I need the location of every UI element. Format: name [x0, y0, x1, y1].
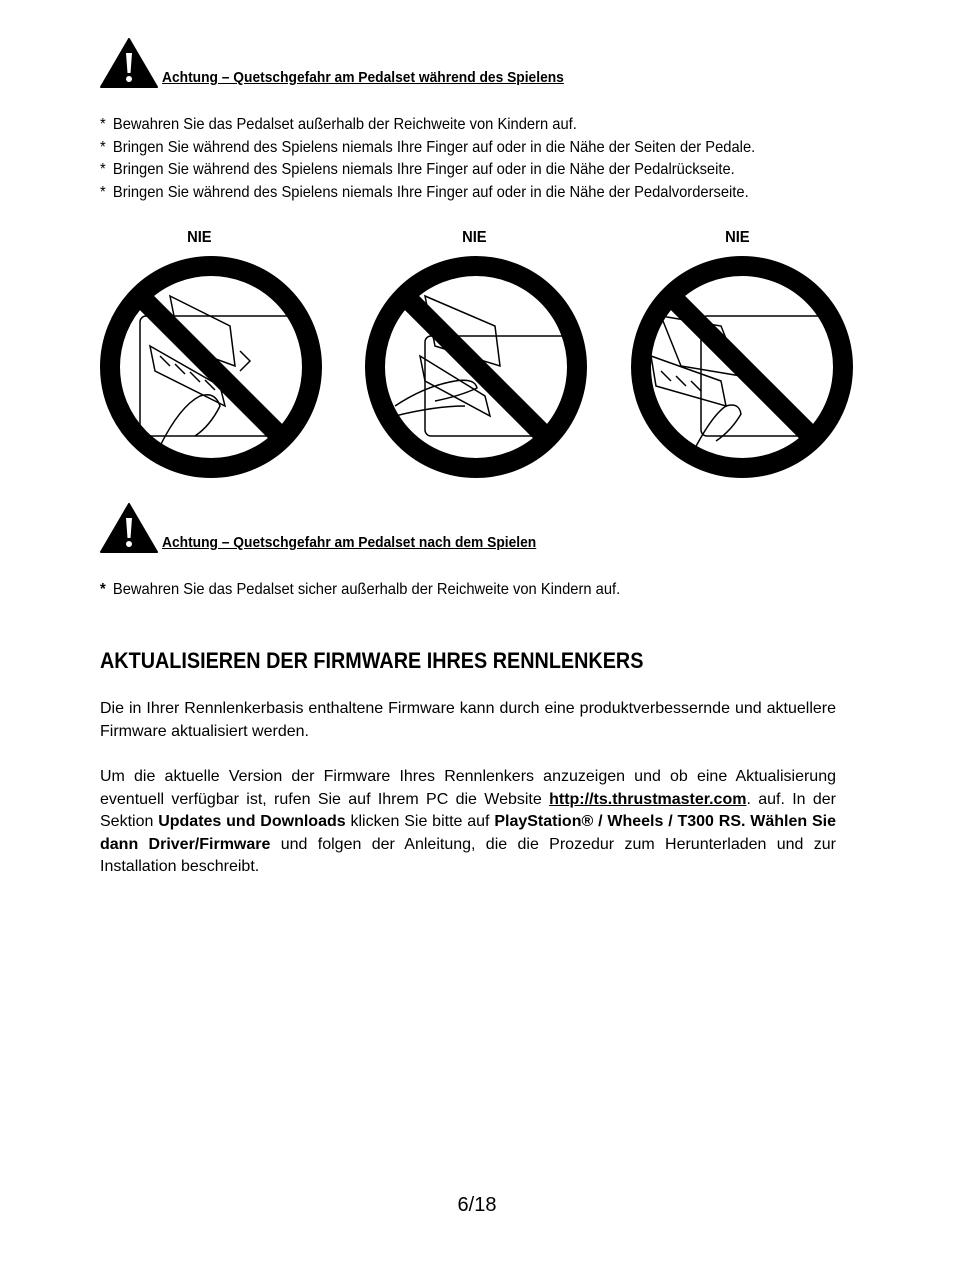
list-item: * Bewahren Sie das Pedalset außerhalb der Reichweite von Kindern auf.	[100, 116, 577, 133]
warning-heading-after-play	[100, 503, 569, 553]
paragraph-firmware-instructions: Um die aktuelle Version der Firmware Ihres Rennlenkers anzuzeigen und ob eine Aktualisierung eventuell verfügbar ist, rufen Sie auf Ihrem PC die Website http://ts.thrustmaster.com. auf. In der Sektion Updates und Downloads klicken Sie bitte auf PlayStation® / Wheels / T300 RS. Wählen Sie dann Driver/Firmware und folgen der Anleitung, die die Prozedur zum Herunterladen und zur Installation beschreibt.	[100, 768, 837, 876]
illustration-label: NIE	[187, 229, 212, 246]
warning-heading-during-play	[100, 38, 599, 88]
list-item: * Bewahren Sie das Pedalset sicher außerhalb der Reichweite von Kindern auf.	[100, 581, 621, 598]
list-item: * Bringen Sie während des Spielens niemals Ihre Finger auf oder in die Nähe der Pedalvorderseite.	[100, 183, 749, 201]
list-item: * Bringen Sie während des Spielens niemals Ihre Finger auf oder in die Nähe der Pedalrückseite.	[100, 161, 735, 178]
warning-bullet-list	[100, 114, 812, 204]
warning-triangle-icon	[100, 38, 158, 88]
section-heading: AKTUALISIEREN DER FIRMWARE IHRES RENNLENKERS	[100, 648, 644, 673]
list-item: * Bringen Sie während des Spielens niemals Ihre Finger auf oder in die Nähe der Seiten der Pedale.	[100, 138, 756, 156]
paragraph-firmware-intro: Die in Ihrer Rennlenkerbasis enthaltene Firmware kann durch eine produktverbessernde und aktuellere Firmware aktualisiert werden.	[100, 700, 836, 740]
page-number: 6/18	[457, 1194, 497, 1216]
website-link[interactable]: http://ts.thrustmaster.com	[549, 790, 747, 808]
warning-title: Achtung – Quetschgefahr am Pedalset nach dem Spielen	[162, 534, 537, 551]
bold-menu-path: PlayStation® / Wheels / T300 RS. Wählen Sie dann Driver/Firmware	[100, 813, 837, 853]
warning-triangle-icon	[100, 503, 158, 553]
forbidden-pedal-back-icon	[365, 256, 587, 478]
warning-title: Achtung – Quetschgefahr am Pedalset während des Spielens	[162, 69, 564, 86]
forbidden-pedal-side-icon	[100, 256, 322, 478]
forbidden-pedal-front-icon	[631, 256, 853, 478]
warning-bullet-list	[100, 579, 665, 602]
illustration-label: NIE	[462, 229, 487, 246]
illustration-label: NIE	[725, 229, 750, 246]
bold-updates-downloads: Updates und Downloads	[158, 813, 346, 831]
